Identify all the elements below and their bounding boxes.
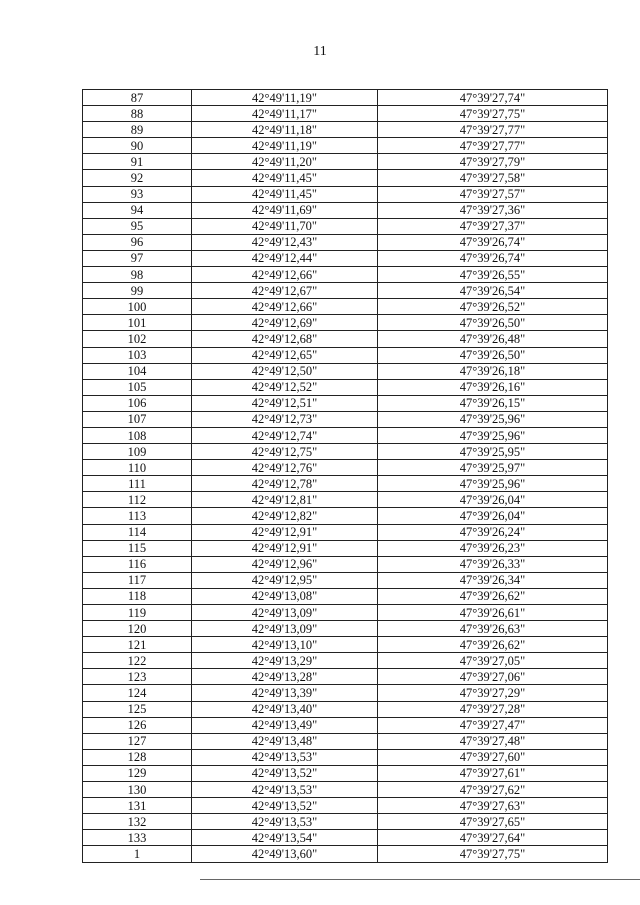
table-row <box>83 444 608 460</box>
table-row <box>83 315 608 331</box>
longitude-cell: 47°39'27,62" <box>378 782 608 798</box>
table-row <box>83 556 608 572</box>
latitude-cell: 42°49'12,95" <box>192 572 378 588</box>
point-number-cell: 130 <box>83 782 192 798</box>
point-number-cell: 110 <box>83 460 192 476</box>
point-number-cell: 125 <box>83 701 192 717</box>
point-number-cell: 93 <box>83 186 192 202</box>
longitude-cell: 47°39'26,15" <box>378 395 608 411</box>
latitude-cell: 42°49'11,69" <box>192 202 378 218</box>
point-number-cell: 122 <box>83 653 192 669</box>
table-row <box>83 508 608 524</box>
longitude-cell: 47°39'27,36" <box>378 202 608 218</box>
longitude-cell: 47°39'27,75" <box>378 846 608 862</box>
longitude-cell: 47°39'27,60" <box>378 749 608 765</box>
longitude-cell: 47°39'26,18" <box>378 363 608 379</box>
bottom-rule <box>200 879 640 880</box>
longitude-cell: 47°39'26,50" <box>378 347 608 363</box>
latitude-cell: 42°49'13,08" <box>192 588 378 604</box>
longitude-cell: 47°39'25,96" <box>378 427 608 443</box>
table-row <box>83 138 608 154</box>
latitude-cell: 42°49'12,66" <box>192 299 378 315</box>
latitude-cell: 42°49'12,66" <box>192 267 378 283</box>
point-number-cell: 117 <box>83 572 192 588</box>
point-number-cell: 104 <box>83 363 192 379</box>
table-row <box>83 154 608 170</box>
point-number-cell: 1 <box>83 846 192 862</box>
table-row <box>83 492 608 508</box>
point-number-cell: 124 <box>83 685 192 701</box>
table-row <box>83 395 608 411</box>
latitude-cell: 42°49'11,20" <box>192 154 378 170</box>
longitude-cell: 47°39'26,34" <box>378 572 608 588</box>
point-number-cell: 105 <box>83 379 192 395</box>
table-row <box>83 572 608 588</box>
longitude-cell: 47°39'27,05" <box>378 653 608 669</box>
latitude-cell: 42°49'12,82" <box>192 508 378 524</box>
longitude-cell: 47°39'27,77" <box>378 138 608 154</box>
latitude-cell: 42°49'13,54" <box>192 830 378 846</box>
latitude-cell: 42°49'12,44" <box>192 250 378 266</box>
point-number-cell: 126 <box>83 717 192 733</box>
point-number-cell: 106 <box>83 395 192 411</box>
latitude-cell: 42°49'13,52" <box>192 798 378 814</box>
point-number-cell: 112 <box>83 492 192 508</box>
table-row <box>83 653 608 669</box>
latitude-cell: 42°49'12,68" <box>192 331 378 347</box>
table-row <box>83 122 608 138</box>
latitude-cell: 42°49'12,43" <box>192 234 378 250</box>
table-row <box>83 540 608 556</box>
longitude-cell: 47°39'27,77" <box>378 122 608 138</box>
latitude-cell: 42°49'12,65" <box>192 347 378 363</box>
longitude-cell: 47°39'26,61" <box>378 605 608 621</box>
table-row <box>83 749 608 765</box>
longitude-cell: 47°39'26,62" <box>378 588 608 604</box>
longitude-cell: 47°39'25,97" <box>378 460 608 476</box>
table-row <box>83 460 608 476</box>
latitude-cell: 42°49'13,52" <box>192 765 378 781</box>
table-row <box>83 267 608 283</box>
latitude-cell: 42°49'12,67" <box>192 283 378 299</box>
point-number-cell: 91 <box>83 154 192 170</box>
latitude-cell: 42°49'11,19" <box>192 90 378 106</box>
table-row <box>83 830 608 846</box>
longitude-cell: 47°39'27,57" <box>378 186 608 202</box>
latitude-cell: 42°49'13,40" <box>192 701 378 717</box>
point-number-cell: 100 <box>83 299 192 315</box>
latitude-cell: 42°49'13,28" <box>192 669 378 685</box>
latitude-cell: 42°49'13,60" <box>192 846 378 862</box>
longitude-cell: 47°39'26,52" <box>378 299 608 315</box>
latitude-cell: 42°49'12,78" <box>192 476 378 492</box>
latitude-cell: 42°49'11,19" <box>192 138 378 154</box>
latitude-cell: 42°49'12,50" <box>192 363 378 379</box>
point-number-cell: 96 <box>83 234 192 250</box>
point-number-cell: 89 <box>83 122 192 138</box>
coordinates-table <box>82 89 608 863</box>
point-number-cell: 90 <box>83 138 192 154</box>
longitude-cell: 47°39'27,61" <box>378 765 608 781</box>
table-row <box>83 733 608 749</box>
point-number-cell: 120 <box>83 621 192 637</box>
latitude-cell: 42°49'12,75" <box>192 444 378 460</box>
latitude-cell: 42°49'12,76" <box>192 460 378 476</box>
latitude-cell: 42°49'11,45" <box>192 186 378 202</box>
table-row <box>83 524 608 540</box>
point-number-cell: 128 <box>83 749 192 765</box>
table-row <box>83 427 608 443</box>
table-row <box>83 798 608 814</box>
longitude-cell: 47°39'26,48" <box>378 331 608 347</box>
point-number-cell: 94 <box>83 202 192 218</box>
longitude-cell: 47°39'26,74" <box>378 250 608 266</box>
point-number-cell: 111 <box>83 476 192 492</box>
longitude-cell: 47°39'27,58" <box>378 170 608 186</box>
table-row <box>83 379 608 395</box>
longitude-cell: 47°39'26,16" <box>378 379 608 395</box>
longitude-cell: 47°39'26,23" <box>378 540 608 556</box>
point-number-cell: 99 <box>83 283 192 299</box>
table-row <box>83 331 608 347</box>
longitude-cell: 47°39'26,63" <box>378 621 608 637</box>
point-number-cell: 108 <box>83 427 192 443</box>
longitude-cell: 47°39'27,48" <box>378 733 608 749</box>
longitude-cell: 47°39'27,79" <box>378 154 608 170</box>
latitude-cell: 42°49'13,09" <box>192 621 378 637</box>
table-row <box>83 363 608 379</box>
table-row <box>83 588 608 604</box>
latitude-cell: 42°49'13,10" <box>192 637 378 653</box>
latitude-cell: 42°49'13,53" <box>192 814 378 830</box>
table-row <box>83 717 608 733</box>
longitude-cell: 47°39'26,50" <box>378 315 608 331</box>
table-row <box>83 637 608 653</box>
point-number-cell: 115 <box>83 540 192 556</box>
longitude-cell: 47°39'25,96" <box>378 476 608 492</box>
table-row <box>83 476 608 492</box>
longitude-cell: 47°39'27,06" <box>378 669 608 685</box>
longitude-cell: 47°39'27,29" <box>378 685 608 701</box>
coordinates-table-body <box>83 90 608 863</box>
table-row <box>83 701 608 717</box>
point-number-cell: 127 <box>83 733 192 749</box>
latitude-cell: 42°49'11,70" <box>192 218 378 234</box>
point-number-cell: 119 <box>83 605 192 621</box>
longitude-cell: 47°39'26,04" <box>378 508 608 524</box>
table-row <box>83 411 608 427</box>
table-row <box>83 814 608 830</box>
longitude-cell: 47°39'26,62" <box>378 637 608 653</box>
latitude-cell: 42°49'13,49" <box>192 717 378 733</box>
table-row <box>83 621 608 637</box>
point-number-cell: 131 <box>83 798 192 814</box>
point-number-cell: 97 <box>83 250 192 266</box>
point-number-cell: 88 <box>83 106 192 122</box>
table-row <box>83 765 608 781</box>
table-row <box>83 347 608 363</box>
latitude-cell: 42°49'12,91" <box>192 524 378 540</box>
longitude-cell: 47°39'26,74" <box>378 234 608 250</box>
table-row <box>83 218 608 234</box>
point-number-cell: 114 <box>83 524 192 540</box>
longitude-cell: 47°39'27,28" <box>378 701 608 717</box>
latitude-cell: 42°49'11,45" <box>192 170 378 186</box>
table-row <box>83 283 608 299</box>
longitude-cell: 47°39'26,24" <box>378 524 608 540</box>
table-row <box>83 605 608 621</box>
point-number-cell: 129 <box>83 765 192 781</box>
longitude-cell: 47°39'27,75" <box>378 106 608 122</box>
latitude-cell: 42°49'13,48" <box>192 733 378 749</box>
longitude-cell: 47°39'26,55" <box>378 267 608 283</box>
longitude-cell: 47°39'27,37" <box>378 218 608 234</box>
longitude-cell: 47°39'27,65" <box>378 814 608 830</box>
latitude-cell: 42°49'12,69" <box>192 315 378 331</box>
page-number: 11 <box>313 44 327 59</box>
table-row <box>83 685 608 701</box>
latitude-cell: 42°49'11,17" <box>192 106 378 122</box>
table-row <box>83 170 608 186</box>
longitude-cell: 47°39'27,74" <box>378 90 608 106</box>
table-row <box>83 669 608 685</box>
latitude-cell: 42°49'12,74" <box>192 427 378 443</box>
table-row <box>83 234 608 250</box>
latitude-cell: 42°49'11,18" <box>192 122 378 138</box>
point-number-cell: 133 <box>83 830 192 846</box>
point-number-cell: 95 <box>83 218 192 234</box>
point-number-cell: 102 <box>83 331 192 347</box>
longitude-cell: 47°39'27,64" <box>378 830 608 846</box>
point-number-cell: 103 <box>83 347 192 363</box>
latitude-cell: 42°49'13,53" <box>192 782 378 798</box>
longitude-cell: 47°39'27,63" <box>378 798 608 814</box>
point-number-cell: 98 <box>83 267 192 283</box>
table-row <box>83 299 608 315</box>
longitude-cell: 47°39'27,47" <box>378 717 608 733</box>
point-number-cell: 92 <box>83 170 192 186</box>
point-number-cell: 116 <box>83 556 192 572</box>
latitude-cell: 42°49'12,96" <box>192 556 378 572</box>
latitude-cell: 42°49'12,81" <box>192 492 378 508</box>
point-number-cell: 118 <box>83 588 192 604</box>
longitude-cell: 47°39'26,04" <box>378 492 608 508</box>
table-row <box>83 202 608 218</box>
latitude-cell: 42°49'13,29" <box>192 653 378 669</box>
latitude-cell: 42°49'13,53" <box>192 749 378 765</box>
latitude-cell: 42°49'12,91" <box>192 540 378 556</box>
longitude-cell: 47°39'25,96" <box>378 411 608 427</box>
latitude-cell: 42°49'13,39" <box>192 685 378 701</box>
point-number-cell: 121 <box>83 637 192 653</box>
point-number-cell: 107 <box>83 411 192 427</box>
table-row <box>83 846 608 862</box>
table-row <box>83 106 608 122</box>
point-number-cell: 113 <box>83 508 192 524</box>
longitude-cell: 47°39'26,54" <box>378 283 608 299</box>
table-row <box>83 90 608 106</box>
point-number-cell: 109 <box>83 444 192 460</box>
point-number-cell: 123 <box>83 669 192 685</box>
point-number-cell: 101 <box>83 315 192 331</box>
latitude-cell: 42°49'12,73" <box>192 411 378 427</box>
point-number-cell: 87 <box>83 90 192 106</box>
longitude-cell: 47°39'25,95" <box>378 444 608 460</box>
longitude-cell: 47°39'26,33" <box>378 556 608 572</box>
table-row <box>83 186 608 202</box>
table-row <box>83 782 608 798</box>
latitude-cell: 42°49'13,09" <box>192 605 378 621</box>
latitude-cell: 42°49'12,51" <box>192 395 378 411</box>
point-number-cell: 132 <box>83 814 192 830</box>
latitude-cell: 42°49'12,52" <box>192 379 378 395</box>
table-row <box>83 250 608 266</box>
